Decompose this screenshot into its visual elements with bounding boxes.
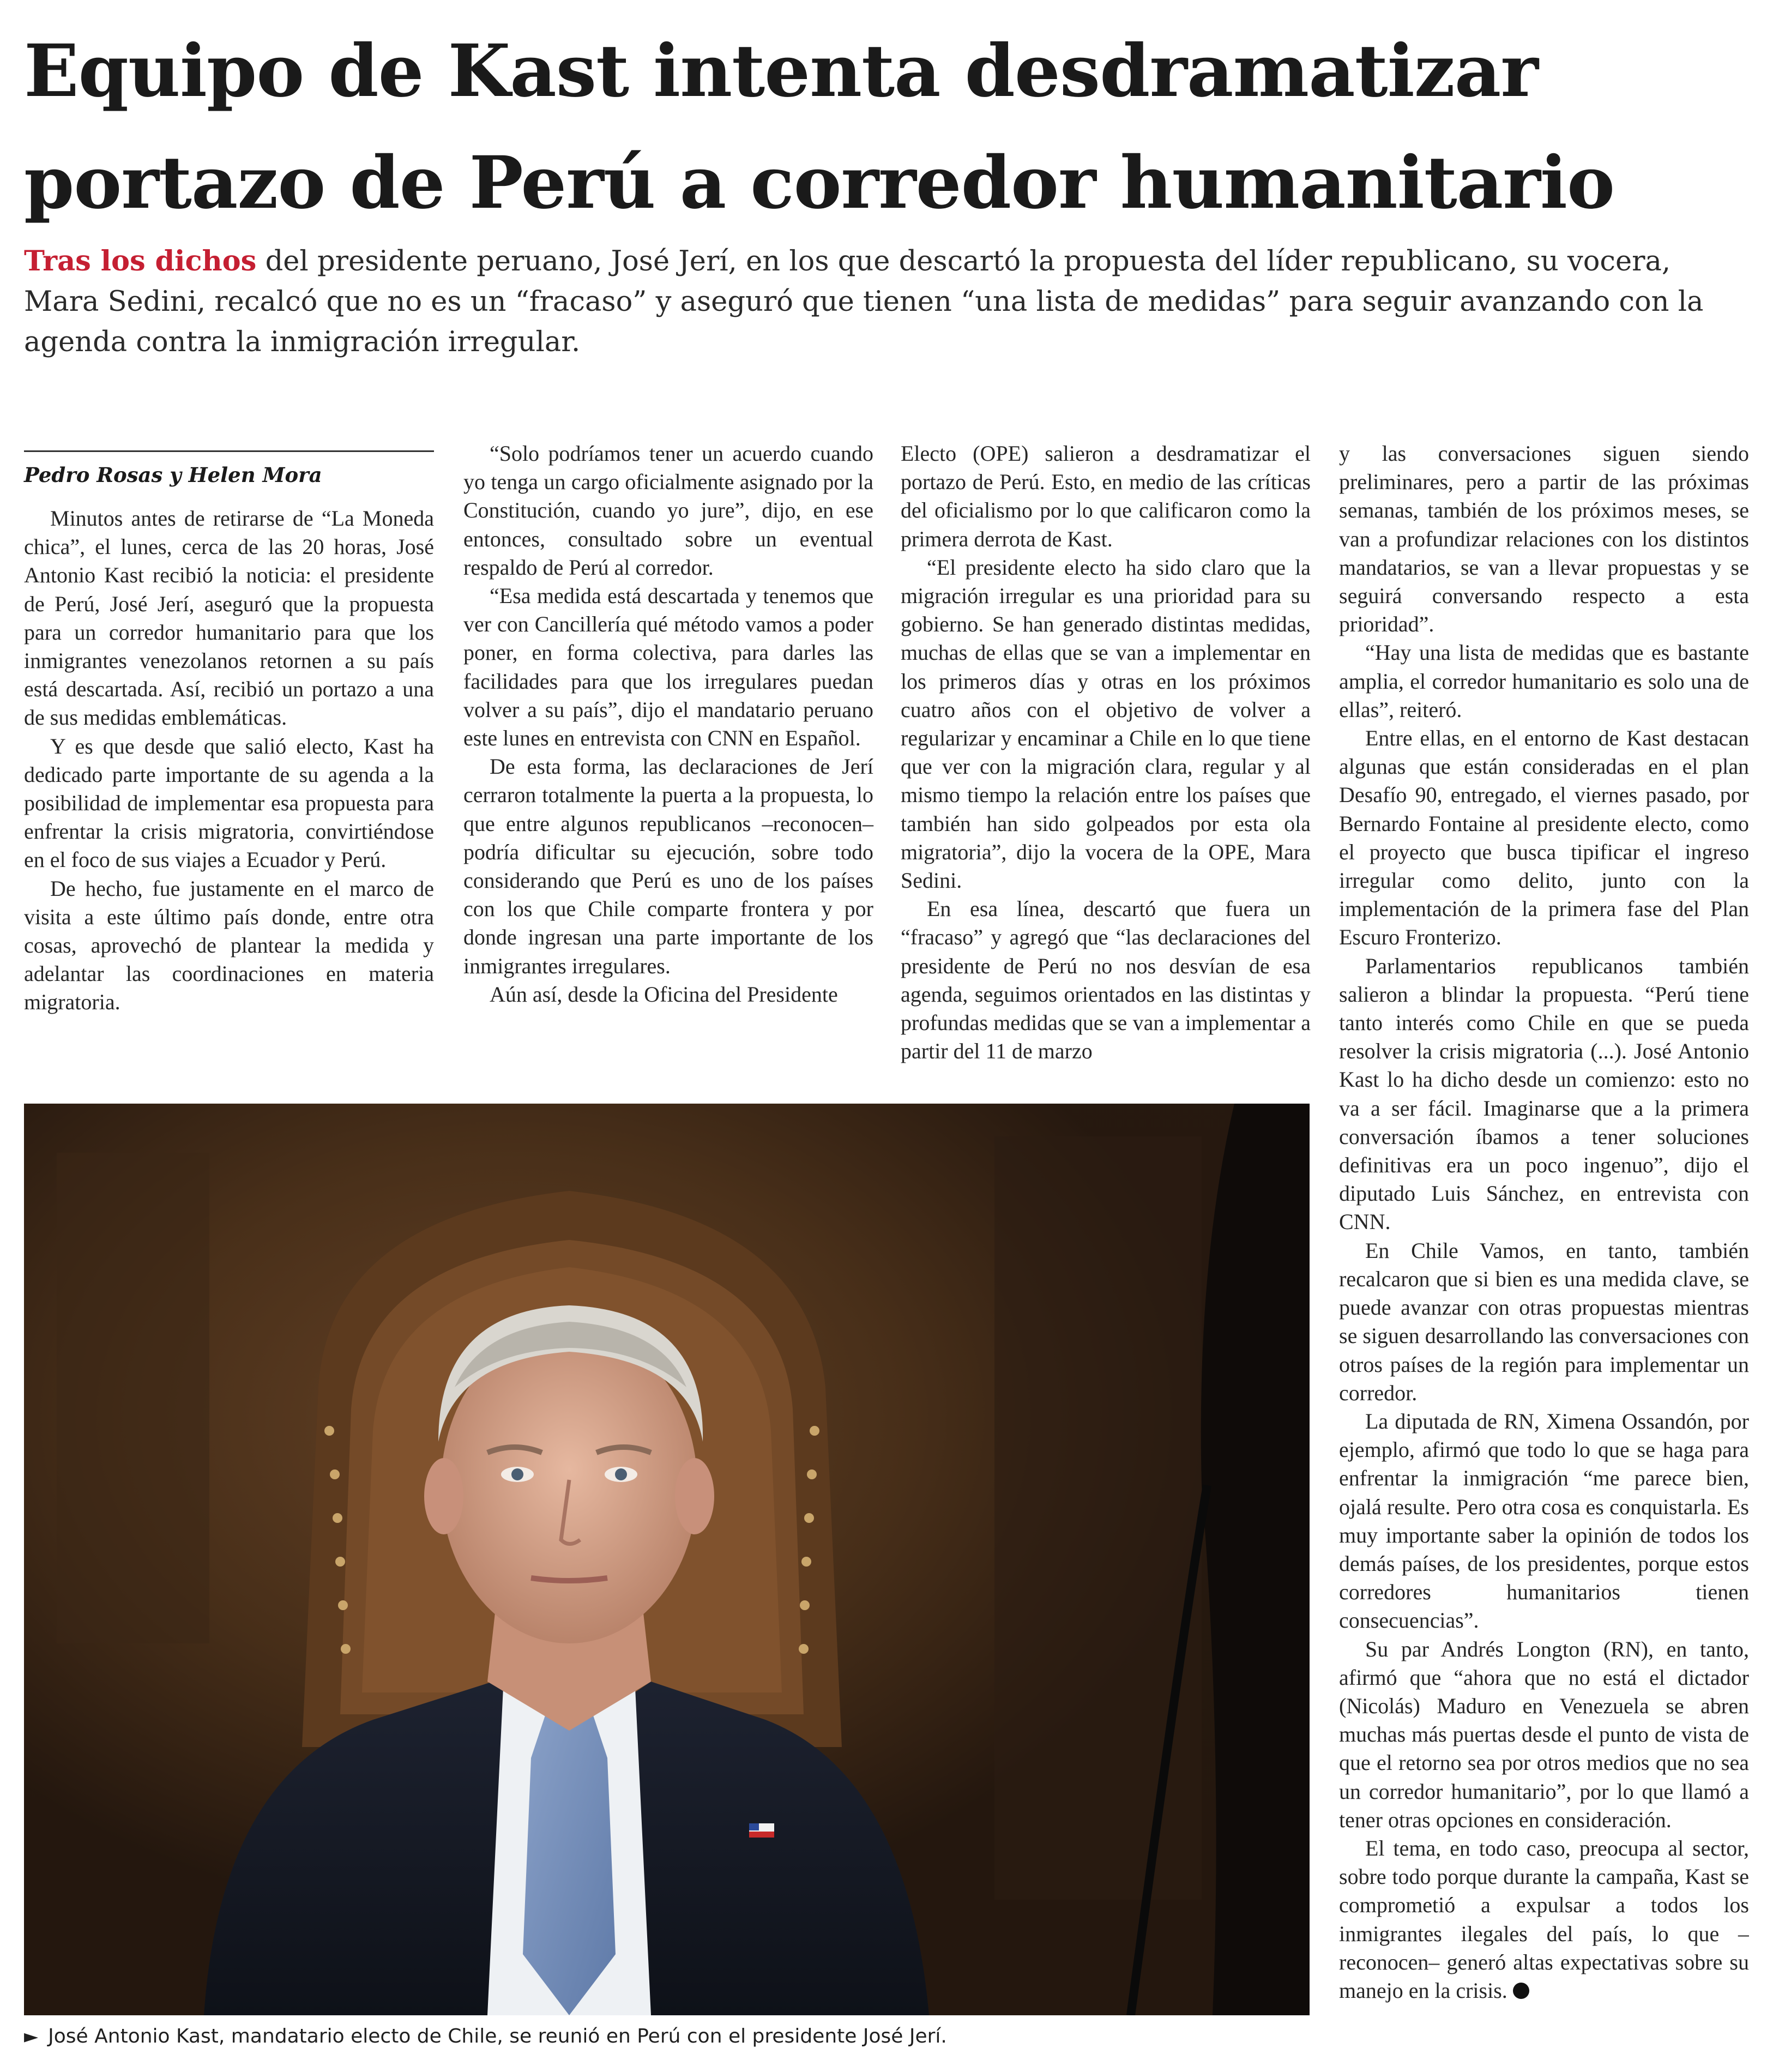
dek-body: del presidente peruano, José Jerí, en los que descartó la propuesta del líder republicano, su vocera, Mara Sedini, recalcó que no es un “fracaso” y aseguró que tienen “una lista de medidas” para seguir avanzando con la agenda contra la inmigración irregular. (24, 245, 1704, 358)
paragraph: La diputada de RN, Ximena Ossandón, por ejemplo, afirmó que todo lo que se haga para enfrentar la inmigración “me parece bien, ojalá resulte. Pero otra cosa es conquistarla. Es muy importante saber la opinión de todos los demás países, de los presidentes, porque estos corredores humanitarios tienen consecuencias”. (1339, 1408, 1749, 1633)
paragraph: En Chile Vamos, en tanto, también recalcaron que si bien es una medida clave, se puede avanzar con otras propuestas mientras se siguen desarrollando las conversaciones con otros países de la región para implementar un corredor. (1339, 1238, 1749, 1405)
paragraph: De esta forma, las declaraciones de Jerí cerraron totalmente la puerta a la propuesta, lo que entre algunos republicanos –reconocen– podría dificultar su ejecución, sobre todo considerando que Perú es uno de los países con los que Chile comparte frontera y por donde ingresan una parte importante de los inmigrantes irregulares. (463, 754, 873, 978)
paragraph: “Solo podríamos tener un acuerdo cuando yo tenga un cargo oficialmente asignado por la Constitución, cuando yo jure”, dijo, en ese entonces, consultado sobre un eventual respaldo de Perú al corredor. (463, 441, 873, 580)
paragraph: y las conversaciones siguen siendo preliminares, pero a partir de las próximas semanas, también de los próximos meses, se van a profundizar relaciones con los distintos mandatarios, se van a llevar propuestas y se seguirá conversando respecto a esta prioridad”. (1339, 441, 1749, 637)
photo-illustration (24, 1104, 1310, 2015)
paragraph: Parlamentarios republicanos también salieron a blindar la propuesta. “Perú tiene tanto interés como Chile en que se pueda resolver la crisis migratoria (...). José Antonio Kast lo ha dicho desde un comienzo: esto no va a ser fácil. Imaginarse que a la primera conversación íbamos a tener soluciones definitivas era un poco ingenuo”, dijo el diputado Luis Sánchez, en entrevista con CNN. (1339, 953, 1749, 1234)
caption-text: José Antonio Kast, mandatario electo de Chile, se reunió en Perú con el presidente José Jerí. (48, 2025, 947, 2047)
caption-arrow-icon: ► (24, 2026, 39, 2047)
column-3 (901, 439, 1311, 1065)
byline: Pedro Rosas y Helen Mora (24, 450, 434, 489)
photo-caption (24, 2023, 1311, 2050)
paragraph: Aún así, desde la Oficina del Presidente (490, 981, 838, 1007)
paragraph: “Hay una lista de medidas que es bastante amplia, el corredor humanitario es solo una de ellas”, reiteró. (1339, 640, 1749, 722)
paragraph-last (1339, 1834, 1749, 2005)
end-of-article-dot-icon (1513, 1983, 1529, 1999)
article-photo (24, 1104, 1310, 2015)
dek-lead: Tras los dichos (24, 245, 257, 278)
headline-line-2: portazo de Perú a corredor humanitario (24, 141, 1615, 225)
paragraph-last-text: El tema, en todo caso, preocupa al sector, sobre todo porque durante la campaña, Kast se comprometió a expulsar a todos los inmigrantes ilegales del país, lo que –reconocen– generó altas expectativas sobre su manejo en la crisis. (1339, 1835, 1749, 2003)
paragraph: Y es que desde que salió electo, Kast ha dedicado parte importante de su agenda a la posibilidad de implementar esa propuesta para enfrentar la crisis migratoria, convirtiéndose en el foco de sus viajes a Ecuador y Perú. (24, 733, 434, 872)
paragraph: En esa línea, descartó que fuera un “fracaso” y agregó que “las declaraciones del presidente de Perú no nos desvían de esa agenda, seguimos orientados en las distintas y profundas medidas que se van a implementar a partir del 11 de marzo (901, 896, 1311, 1064)
paragraph: Su par Andrés Longton (RN), en tanto, afirmó que “ahora que no está el dictador (Nicolás) Maduro en Venezuela se abren muchas más puertas desde el punto de vista de que el retorno sea por otros medios que no sea un corredor humanitario”, por lo que llamó a tener otras opciones en consideración. (1339, 1636, 1749, 1832)
headline (24, 15, 1741, 239)
paragraph: De hecho, fue justamente en el marco de visita a este último país donde, entre otra cosas, aprovechó de plantear la medida y adelantar las coordinaciones en materia migratoria. (24, 876, 434, 1015)
paragraph: “El presidente electo ha sido claro que la migración irregular es una prioridad para su gobierno. Se han generado distintas medidas, muchas de ellas que se van a implementar en los primeros días y otras en los próximos cuatro años con el objetivo de volver a regularizar y encaminar a Chile en lo que tiene que ver con la migración clara, regular y al mismo tiempo la relación entre los países que también han sido golpeados por esta ola migratoria”, dijo la vocera de la OPE, Mara Sedini. (901, 555, 1311, 893)
dek (24, 241, 1725, 363)
paragraph: Entre ellas, en el entorno de Kast destacan algunas que están consideradas en el plan Desafío 90, entregado, el viernes pasado, por Bernardo Fontaine al presidente electo, como el proyecto que busca tipificar el ingreso irregular como delito, junto con la implementación de la primera fase del Plan Escuro Fronterizo. (1339, 726, 1749, 950)
column-1 (24, 450, 434, 1017)
column-2 (463, 439, 873, 1009)
paragraph: “Esa medida está descartada y tenemos que ver con Cancillería qué método vamos a poder poner, en forma colectiva, para darles las facilidades para que los irregulares puedan volver a su país”, dijo el mandatario peruano este lunes en entrevista con CNN en Español. (463, 583, 873, 751)
paragraph: Minutos antes de retirarse de “La Moneda chica”, el lunes, cerca de las 20 horas, José Antonio Kast recibió la noticia: el presidente de Perú, José Jerí, aseguró que la propuesta para un corredor humanitario para que los inmigrantes venezolanos retornen a su país está descartada. Así, recibió un portazo a una de sus medidas emblemáticas. (24, 506, 434, 730)
paragraph: Electo (OPE) salieron a desdramatizar el portazo de Perú. Esto, en medio de las críticas del oficialismo por lo que calificaron como la primera derrota de Kast. (901, 441, 1311, 551)
column-4 (1339, 439, 1749, 2053)
headline-line-1: Equipo de Kast intenta desdramatizar (24, 29, 1538, 113)
